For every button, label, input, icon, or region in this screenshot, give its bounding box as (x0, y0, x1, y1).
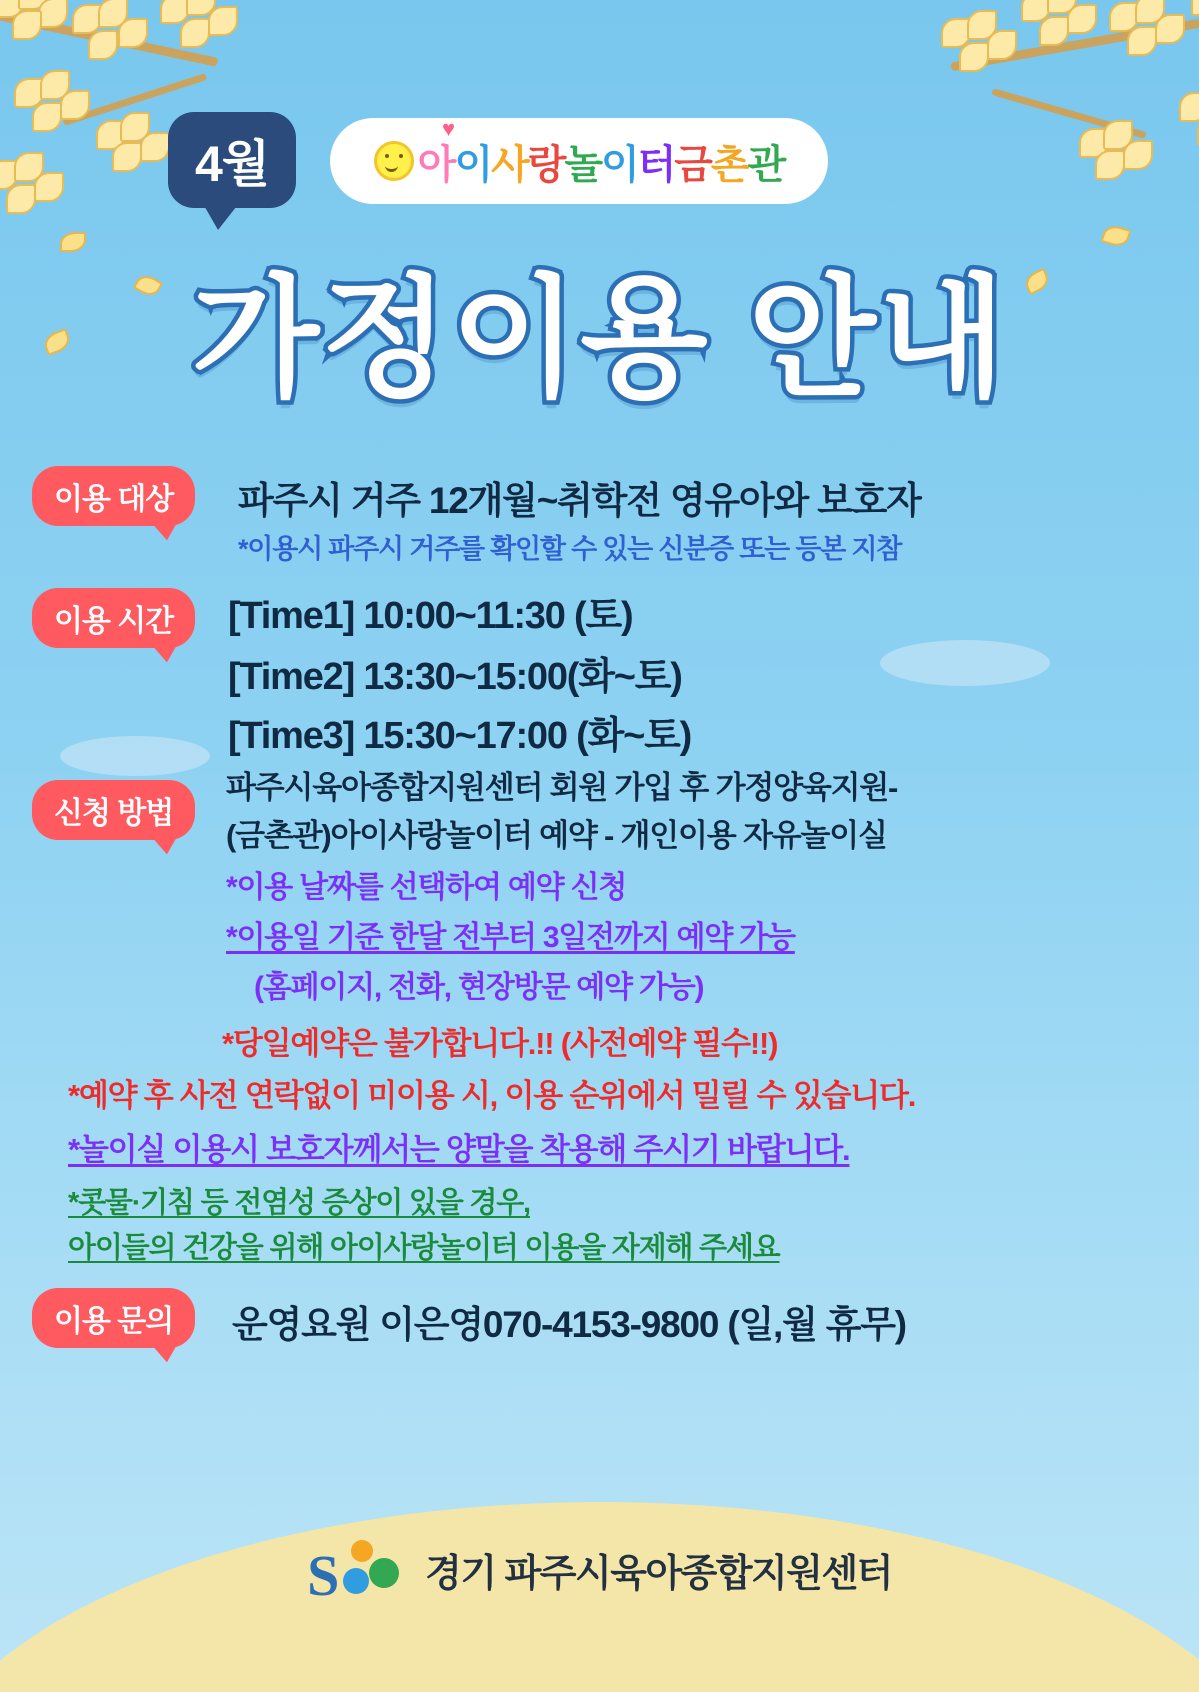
tag-usage-target: 이용 대상 (32, 466, 195, 526)
brand-logo (330, 118, 828, 204)
tag-contact: 이용 문의 (32, 1288, 195, 1348)
page-title: 가정이용 안내 (191, 265, 1008, 412)
application-warning-4: *콧물·기침 등 전염성 증상이 있을 경우, (68, 1187, 530, 1219)
application-note-3: (홈페이지, 전화, 현장방문 예약 가능) (254, 971, 704, 1004)
application-warning-1: *당일예약은 불가합니다.!! (사전예약 필수!!) (222, 1026, 778, 1061)
application-line-2: (금촌관)아이사랑놀이터 예약 - 개인이용 자유놀이실 (226, 818, 887, 853)
tag-usage-time: 이용 시간 (32, 588, 195, 648)
application-warning-2: *예약 후 사전 연락없이 미이용 시, 이용 순위에서 밀릴 수 있습니다. (68, 1078, 916, 1113)
cloud-decoration (880, 640, 1050, 686)
brand-logo-text: 아이사랑놀이터금촌관 (417, 142, 785, 187)
heart-icon: ♥ (442, 116, 456, 141)
application-line-1: 파주시육아종합지원센터 회원 가입 후 가정양육지원- (226, 770, 898, 805)
logo-letter: S (307, 1543, 340, 1608)
usage-time-line-3: [Time3] 15:30~17:00 (화~토) (228, 715, 692, 757)
tag-application-method: 신청 방법 (32, 780, 195, 840)
center-logo-icon (307, 1538, 411, 1608)
application-note-1: *이용 날짜를 선택하여 예약 신청 (226, 871, 627, 904)
application-warning-3: *놀이실 이용시 보호자께서는 양말을 착용해 주시기 바랍니다. (68, 1132, 850, 1167)
cloud-decoration (60, 736, 210, 776)
footer (0, 1538, 1199, 1608)
month-badge: 4월 (168, 112, 296, 208)
usage-time-line-2: [Time2] 13:30~15:00(화~토) (228, 656, 682, 698)
application-note-2: *이용일 기준 한달 전부터 3일전까지 예약 가능 (226, 921, 795, 954)
application-warning-5: 아이들의 건강을 위해 아이사랑놀이터 이용을 자제해 주세요 (68, 1232, 780, 1264)
usage-target-line-2: *이용시 파주시 거주를 확인할 수 있는 신분증 또는 등본 지참 (238, 534, 902, 564)
smiley-icon (374, 141, 414, 181)
organization-name: 경기 파주시육아종합지원센터 (425, 1552, 892, 1595)
usage-time-line-1: [Time1] 10:00~11:30 (토) (228, 595, 633, 637)
contact-line-1: 운영요원 이은영070-4153-9800 (일,월 휴무) (232, 1304, 906, 1345)
usage-target-line-1: 파주시 거주 12개월~취학전 영유아와 보호자 (238, 480, 921, 521)
